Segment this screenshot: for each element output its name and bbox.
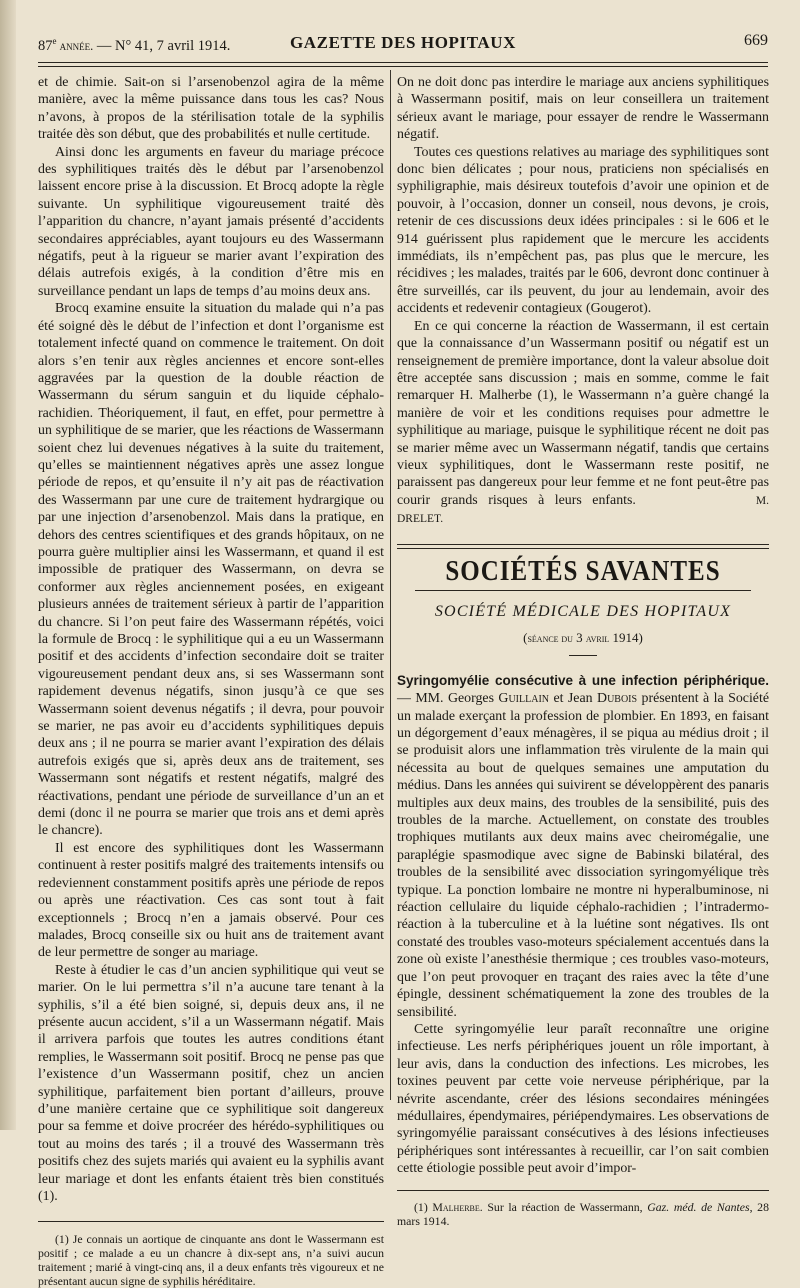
header-rule-thin [38, 66, 768, 67]
article-paragraph [397, 672, 769, 1021]
footnote-rule [38, 1221, 384, 1222]
seance-label: séance du [527, 633, 573, 646]
footnote-mark: (1) [414, 1199, 433, 1214]
annee-label: année. [56, 38, 94, 53]
running-header [38, 30, 768, 54]
right-column [397, 74, 769, 1228]
footnote: (1) Je connais un aortique de cinquante ans dont le Wassermann est positif ; ce malade a eu un chancre à dix-sept ans, n’a suivi aucun traitement ; marié à vingt-cinq ans, il a deux enfants très vigoureux et ne présentant aucun signe de syphilis héréditaire. [38, 1232, 384, 1288]
footnote-author: Malherbe [432, 1199, 480, 1214]
article-lead: — MM. Georges [397, 691, 499, 707]
seance-month: avril [585, 633, 610, 646]
binding-edge [0, 0, 16, 1130]
seance-year: 1914) [609, 630, 643, 646]
society-name: SOCIÉTÉ MÉDICALE DES HOPITAUX [434, 602, 732, 620]
left-column [38, 74, 384, 1288]
header-rule [38, 62, 768, 63]
author-guillain: Guillain [498, 691, 549, 707]
year-number: 87 [38, 37, 53, 54]
paragraph: et de chimie. Sait-on si l’arsenobenzol agira de la même manière, avec la même puissance dans tous les cas? Nous n’avons, à propos de la stérilisation totale de la syphilis traitée dès son début, que des probabilités et nulle certitude. [38, 75, 384, 143]
section-rule [397, 544, 769, 545]
footnote-journal: Gaz. méd. de Nantes [647, 1199, 750, 1214]
paragraph: Cette syringomyélie leur paraît reconnaître une origine infectieuse. Les nerfs périphériques jouent un rôle important, à leur avis, dans la conduction des infections. Les microbes, les toxines peuvent par cette voie nerveuse périphérique, par la névrite ascendante, créer des lésions secondaires méningées médullaires, épendymaires, périépendymaires. Les observations de syringomyélie paraissant consécutives à des lésions infectieuses périphériques sont intéressantes à recueillir, car l’on sait combien cette étiologie possible peut avoir d’impor- [397, 1021, 769, 1177]
seance-day: 3 [572, 630, 586, 646]
year-suffix: e [52, 36, 57, 46]
seance-paren: ( [523, 630, 528, 646]
column-separator [390, 70, 391, 1100]
journal-title: GAZETTE DES HOPITAUX [289, 33, 517, 52]
author-dubois: Dubois [597, 691, 638, 707]
page-number: 669 [744, 32, 768, 49]
paragraph: Brocq examine ensuite la situation du malade qui n’a pas été soigné dès le début de l’infection et dont l’organisme est totalement infecté quand on commence le traitement. On doit alors s’en tenir aux règles anciennes et encore sont-elles aggravées par la question de la double réaction de Wassermann du sérum sanguin et du liquide céphalo-rachidien. Théoriquement, il faut, en effet, pour permettre à un syphilitique de se marier, que les réactions de Wassermann soient chez lui devenues négatives à la suite du traitement, qu’elles se maintiennent négatives après une assez longue période de repos, et qu’ensuite il n’y ait pas de réactivation des Wassermann par une cure de traitement hydrargique ou par une injection d’arsenobenzol. Mais dans la pratique, en dehors des centres scientifiques et des grands hôpitaux, on ne pourra guère multiplier ainsi les Wassermann, et quand il est impossible de pratiquer des Wassermann, on devra se conformer aux règles anciennement posées, en exigeant plusieurs années de traitement sérieux à partir de l’apparition du chancre. Si l’on peut faire des Wassermann répétés, voici la formule de Brocq : le syphilitique qui a eu un Wassermann positif et des accidents d’infection secondaire doit se traiter vigoureusement pendant deux ans, si ses Wassermann sont rapidement devenus négatifs, sinon jusqu’à ce que ses Wassermann soient devenus négatifs ; il devra, pour pouvoir se marier, ne pas avoir eu d’accidents syphilitiques depuis deux ans ; il ne pourra se marier avant l’expiration des délais autrefois exigés que si, après deux ans de traitement, ses Wassermann sont négatifs et restent négatifs, malgré des réactivations, pendant une période de surveillance d’un an et demi (donc il ne pourra se marier que trois ans et demi après le chancre). [38, 301, 384, 839]
paragraph: On ne doit donc pas interdire le mariage aux anciens syphilitiques à Wassermann positif, mais on leur conseillera un traitement sérieux avant le mariage, pour essayer de rendre le Wassermann négatif. [397, 75, 769, 143]
footnote-text: . Sur la réaction de Wassermann, [479, 1199, 648, 1214]
seance-date [397, 629, 769, 648]
paragraph: Ainsi donc les arguments en faveur du mariage précoce des syphilitiques traités dès le début par l’arsenobenzol laissent encore prise à la discussion. Et Brocq adopte la règle suivante. Un syphilitique vigoureusement traité dès l’apparition du chancre, n’ayant jamais présenté d’accidents secondaires appréciables, ayant toujours eu des Wassermann négatifs, peut à la rigueur se marier avant l’expiration des délais autrefois exigés, à la condition d’être mis en surveillance pendant un laps de temps d’au moins deux ans. [38, 144, 384, 299]
paragraph: Il est encore des syphilitiques dont les Wassermann continuent à rester positifs malgré des traitements intensifs ou redeviennent constamment positifs après une période de repos ou après une réactivation. Ces cas sont tout à fait exceptionnels ; Brocq n’en a jamais observé. Pour ces malades, Brocq conseille six ou huit ans de traitement avant de leur permettre de songer au mariage. [38, 840, 384, 961]
paragraph: Toutes ces questions relatives au mariage des syphilitiques sont donc bien délicates ; pour nous, praticiens non spécialisés en syphiligraphie, mais désireux toutefois d’avoir une opinion et de pouvoir, à l’occasion, donner un conseil, nous devons, je crois, retenir de ces discussions deux idées principales : si le 606 et le 914 guérissent plus rapidement que le mercure les accidents immédiats, ils n’empêchent pas, pas plus que le mercure, les récidives ; les malades, traités par le 606, devront donc continuer à être surveillés, car ils peuvent, du jour au lendemain, avoir des accidents et redevenir contagieux (Gougerot). [397, 144, 769, 317]
footnote-end: , 28 mars 1914. [397, 1199, 769, 1228]
paragraph [397, 318, 769, 529]
paragraph: Reste à étudier le cas d’un ancien syphilitique qui veut se marier. On le lui permettra s’il n’a aucune tare tenant à la syphilis, s’il a été bien soigné, si, depuis deux ans, il ne présente aucun accident, s’il a un Wassermann négatif. Mais il arrivera parfois que toutes les autres conditions étant remplies, le Wassermann soit positif. Brocq ne pense pas que l’existence d’un Wassermann positif, chez un ancien syphilitique, parfaitement bien portant d’ailleurs, prouve d’une manière certaine que ce syphilitique soit dangereux pour sa femme et doive procréer des hérédo-syphilitiques ou tout au moins des tarés ; il a trouvé des Wassermann très positifs chez des sujets mariés qui avaient eu la syphilis avant leur mariage et dont les enfants étaient très bien constitués (1). [38, 962, 384, 1204]
between-authors: et Jean [549, 691, 598, 707]
author-signature: M. DRELET. [397, 494, 769, 526]
article-title: Syringomyélie consécutive à une infection périphérique. [397, 672, 769, 688]
footnote-rule [397, 1190, 769, 1191]
section-rule-thin [397, 548, 769, 549]
section-title: SOCIÉTÉS SAVANTES [445, 555, 721, 587]
article-text: présentent à la Société un malade exerçant la profession de plombier. En 1893, en faisant un dégorgement d’eaux ménagères, il se piqua au médius droit ; il se produisit alors une inflammation très virulente de la main qui nécessita au bout de quelques semaines une amputation du médius. Dans les années qui suivirent se développèrent des panaris multiples aux deux mains, des troubles de la sensibilité, puis des troubles de la marche. Actuellement, on constate des troubles trophiques mutilants aux deux mains avec cheiromégalie, une paraplégie spasmodique avec signe de Babinski bilatéral, des troubles de la sensibilité avec dissociation syringomyélique très typique. La ponction lombaire ne montre ni hyperalbuminose, ni réaction cellulaire du liquide céphalo-rachidien ; l’intradermo-réaction à la tuberculine et à la luétine sont négatives. Ils ont constaté des troubles vaso-moteurs spécialement accentués dans la zone où existe l’anesthésie thermique ; ces troubles vaso-moteurs, que l’on peut provoquer en traçant des raies avec la tête d’une épingle, dessinent schématiquement la zone des troubles de la sensibilité. [397, 691, 769, 1020]
issue-date: — N° 41, 7 avril 1914. [93, 37, 231, 54]
short-rule [569, 655, 597, 656]
section-title-rule [415, 590, 751, 591]
footnote [397, 1200, 769, 1228]
paragraph-text: En ce qui concerne la réaction de Wassermann, il est certain que la connaissance d’un Wassermann positif ou négatif est un renseignement de première importance, dont la valeur absolue doit être acceptée sans discussion ; mais en somme, comme le fait remarquer H. Malherbe (1), le Wassermann n’a guère changé la manière de voir et les conditions requises pour admettre le syphilitique au mariage, puisque le syphilitique récent ne doit pas se marier même avec un Wassermann négatif, tandis que certains vieux syphilitiques, dont le Wassermann reste positif, ne paraissent pas dangereux pour leur femme et ne font peut-être pas courir grands risques à leurs enfants. [397, 318, 769, 508]
